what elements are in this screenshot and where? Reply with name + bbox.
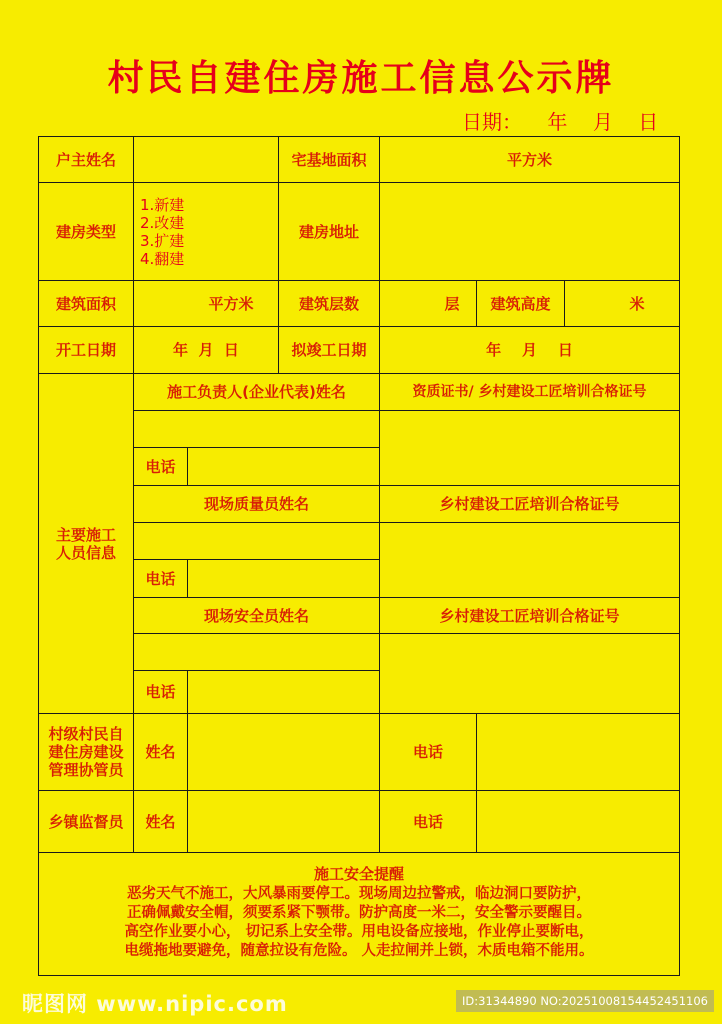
end-date-field[interactable]: 年 月 日 (379, 326, 680, 374)
quality-name-header: 现场质量员姓名 (133, 485, 380, 523)
date-line: 日期： 年 月 日 (462, 110, 659, 134)
leader-phone-field[interactable] (187, 447, 380, 486)
town-supervisor-phone-label: 电话 (379, 790, 477, 853)
staff-section-label (38, 373, 134, 714)
quality-name-field[interactable] (133, 522, 380, 560)
start-date-field[interactable]: 年 月 日 (133, 326, 279, 374)
building-type-label: 建房类型 (38, 182, 134, 281)
town-supervisor-phone-field[interactable] (476, 790, 680, 853)
start-date-label: 开工日期 (38, 326, 134, 374)
safety-cert-header: 乡村建设工匠培训合格证号 (379, 597, 680, 634)
floors-field[interactable]: 层 (379, 280, 477, 327)
building-type-rebuild: 2.改建 (140, 213, 185, 232)
safety-phone-field[interactable] (187, 670, 380, 714)
quality-cert-field[interactable] (379, 522, 680, 598)
leader-cert-header: 资质证书/ 乡村建设工匠培训合格证号 (379, 373, 680, 411)
homestead-area-field[interactable]: 平方米 (379, 136, 680, 183)
watermark-logo: 昵图网 www.nipic.com (22, 992, 288, 1016)
height-label: 建筑高度 (476, 280, 565, 327)
building-type-renovate: 4.翻建 (140, 249, 185, 268)
safety-phone-label: 电话 (133, 670, 188, 714)
building-type-expand: 3.扩建 (140, 231, 185, 250)
safety-name-header: 现场安全员姓名 (133, 597, 380, 634)
village-coordinator-name-field[interactable] (187, 713, 380, 791)
leader-name-field[interactable] (133, 410, 380, 448)
safety-notice-line: 电缆拖地要避免，随意拉设有危险。 人走拉闸并上锁，木质电箱不能用。 (124, 943, 594, 959)
village-coordinator-phone-label: 电话 (379, 713, 477, 791)
building-type-new: 1.新建 (140, 195, 185, 214)
village-coordinator-phone-field[interactable] (476, 713, 680, 791)
height-field[interactable]: 米 (564, 280, 680, 327)
quality-phone-label: 电话 (133, 559, 188, 598)
safety-notice-line: 正确佩戴安全帽，须要系紧下颚带。防护高度一米二，安全警示要醒目。 (127, 905, 591, 921)
leader-cert-field[interactable] (379, 410, 680, 486)
safety-notice-line: 恶劣天气不施工，大风暴雨要停工。现场周边拉警戒，临边洞口要防护， (127, 886, 591, 902)
address-field[interactable] (379, 182, 680, 281)
village-coordinator-name-label: 姓名 (133, 713, 188, 791)
floors-label: 建筑层数 (278, 280, 380, 327)
homestead-area-label: 宅基地面积 (278, 136, 380, 183)
staff-section-text: 主要施工人员信息 (56, 525, 117, 562)
safety-notice-title: 施工安全提醒 (313, 865, 404, 883)
owner-name-field[interactable] (133, 136, 279, 183)
leader-phone-label: 电话 (133, 447, 188, 486)
safety-notice-line: 高空作业要小心， 切记系上安全带。用电设备应接地，作业停止要断电， (124, 924, 594, 940)
floor-area-label: 建筑面积 (38, 280, 134, 327)
watermark-footer (0, 982, 722, 1024)
leader-name-header: 施工负责人(企业代表)姓名 (133, 373, 380, 411)
town-supervisor-name-field[interactable] (187, 790, 380, 853)
village-coordinator-label: 村级村民自建住房建设管理协管员 (38, 713, 134, 791)
building-type-options (133, 182, 279, 281)
floor-area-field[interactable]: 平方米 (133, 280, 279, 327)
page-title: 村民自建住房施工信息公示牌 (107, 58, 615, 99)
safety-notice (38, 852, 680, 976)
address-label: 建房地址 (278, 182, 380, 281)
end-date-label: 拟竣工日期 (278, 326, 380, 374)
quality-phone-field[interactable] (187, 559, 380, 598)
quality-cert-header: 乡村建设工匠培训合格证号 (379, 485, 680, 523)
owner-name-label: 户主姓名 (38, 136, 134, 183)
safety-name-field[interactable] (133, 633, 380, 671)
town-supervisor-name-label: 姓名 (133, 790, 188, 853)
watermark-id: ID:31344890 NO:20251008154452451106 (456, 990, 714, 1012)
safety-cert-field[interactable] (379, 633, 680, 714)
town-supervisor-label: 乡镇监督员 (38, 790, 134, 853)
